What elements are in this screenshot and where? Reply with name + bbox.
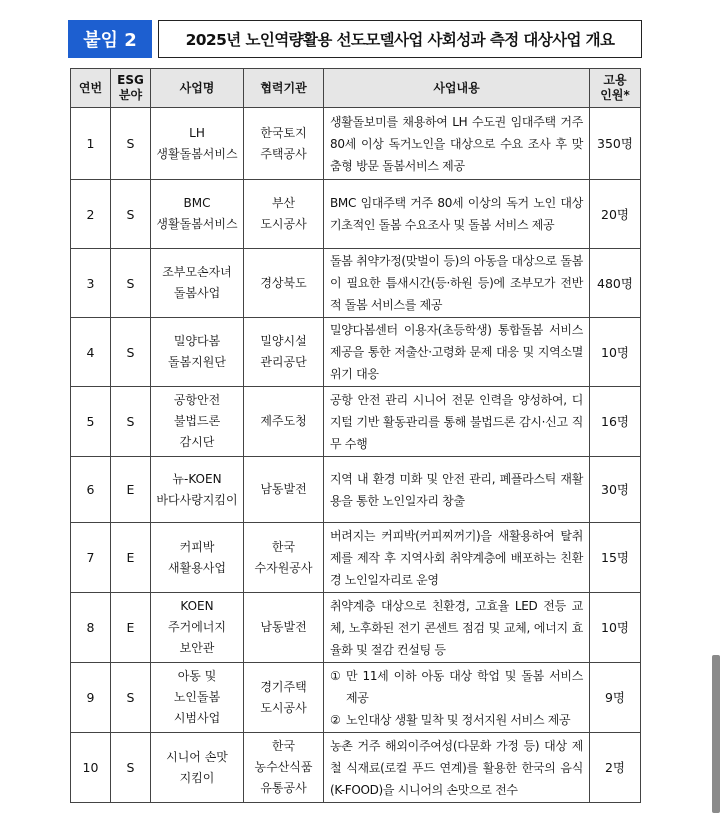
table-row bbox=[71, 108, 641, 180]
cell-no: 9 bbox=[71, 663, 111, 733]
table-row bbox=[71, 318, 641, 387]
cell-name: 밀양다봄 돌봄지원단 bbox=[151, 318, 244, 387]
cell-partner: 부산 도시공사 bbox=[244, 180, 324, 249]
cell-esg: S bbox=[111, 663, 151, 733]
item-text: 만 11세 이하 아동 대상 학업 및 돌봄 서비스 제공 bbox=[346, 668, 583, 705]
table-header-row bbox=[71, 69, 641, 108]
cell-esg: S bbox=[111, 387, 151, 457]
cell-name: BMC 생활돌봄서비스 bbox=[151, 180, 244, 249]
cell-content: 농촌 거주 해외이주여성(다문화 가정 등) 대상 제철 식재료(로컬 푸드 연계)를 활용한 한국의 음식(K-FOOD)을 시니어의 손맛으로 전수 bbox=[324, 733, 590, 803]
header-content: 사업내용 bbox=[324, 69, 590, 108]
cell-partner: 남동발전 bbox=[244, 593, 324, 663]
header-partner: 협력기관 bbox=[244, 69, 324, 108]
cell-content: 생활돌보미를 채용하여 LH 수도권 임대주택 거주 80세 이상 독거노인을 대상으로 수요 조사 후 맞춤형 방문 돌봄서비스 제공 bbox=[324, 108, 590, 180]
cell-esg: S bbox=[111, 249, 151, 318]
document-title: 2025년 노인역량활용 선도모델사업 사회성과 측정 대상사업 개요 bbox=[158, 20, 642, 58]
cell-employ: 20명 bbox=[590, 180, 641, 249]
title-row bbox=[68, 20, 642, 58]
appendix-badge: 붙임 2 bbox=[68, 20, 152, 58]
cell-employ: 480명 bbox=[590, 249, 641, 318]
table-row bbox=[71, 733, 641, 803]
cell-content: 지역 내 환경 미화 및 안전 관리, 폐플라스틱 재활용을 통한 노인일자리 창출 bbox=[324, 457, 590, 523]
cell-name: 공항안전 불법드론 감시단 bbox=[151, 387, 244, 457]
item-marker: ① bbox=[330, 668, 341, 683]
cell-content: 버려지는 커피박(커피찌꺼기)을 새활용하여 탈취제를 제작 후 지역사회 취약계층에 배포하는 친환경 노인일자리로 운영 bbox=[324, 523, 590, 593]
cell-esg: S bbox=[111, 318, 151, 387]
cell-content: 밀양다봄센터 이용자(초등학생) 통합돌봄 서비스 제공을 통한 저출산·고령화 문제 대응 및 지역소멸 위기 대응 bbox=[324, 318, 590, 387]
cell-employ: 15명 bbox=[590, 523, 641, 593]
cell-no: 6 bbox=[71, 457, 111, 523]
table-row bbox=[71, 457, 641, 523]
header-employ: 고용 인원* bbox=[590, 69, 641, 108]
cell-partner: 경상북도 bbox=[244, 249, 324, 318]
cell-content: BMC 임대주택 거주 80세 이상의 독거 노인 대상 기초적인 돌봄 수요조사 및 돌봄 서비스 제공 bbox=[324, 180, 590, 249]
content-list-item bbox=[330, 709, 583, 731]
cell-content: 취약계층 대상으로 친환경, 고효율 LED 전등 교체, 노후화된 전기 콘센트 점검 및 교체, 에너지 효율화 및 절감 컨설팅 등 bbox=[324, 593, 590, 663]
cell-name: 커피박 새활용사업 bbox=[151, 523, 244, 593]
cell-name: 아동 및 노인돌봄 시범사업 bbox=[151, 663, 244, 733]
cell-partner: 한국 농수산식품 유통공사 bbox=[244, 733, 324, 803]
table-row bbox=[71, 387, 641, 457]
cell-name: 뉴-KOEN 바다사랑지킴이 bbox=[151, 457, 244, 523]
item-text: 노인대상 생활 밀착 및 정서지원 서비스 제공 bbox=[346, 712, 571, 727]
cell-partner: 밀양시설 관리공단 bbox=[244, 318, 324, 387]
header-name: 사업명 bbox=[151, 69, 244, 108]
cell-employ: 350명 bbox=[590, 108, 641, 180]
content-list-item bbox=[330, 665, 583, 709]
cell-name: 조부모손자녀 돌봄사업 bbox=[151, 249, 244, 318]
cell-employ: 10명 bbox=[590, 318, 641, 387]
cell-esg: E bbox=[111, 523, 151, 593]
cell-employ: 16명 bbox=[590, 387, 641, 457]
table-row bbox=[71, 249, 641, 318]
cell-no: 10 bbox=[71, 733, 111, 803]
cell-esg: E bbox=[111, 593, 151, 663]
cell-partner: 남동발전 bbox=[244, 457, 324, 523]
cell-employ: 30명 bbox=[590, 457, 641, 523]
cell-partner: 제주도청 bbox=[244, 387, 324, 457]
cell-employ: 9명 bbox=[590, 663, 641, 733]
table-row bbox=[71, 523, 641, 593]
cell-employ: 10명 bbox=[590, 593, 641, 663]
cell-esg: S bbox=[111, 180, 151, 249]
cell-content: 돌봄 취약가정(맞벌이 등)의 아동을 대상으로 돌봄이 필요한 틈새시간(등·하원 등)에 조부모가 전반적 돌봄 서비스를 제공 bbox=[324, 249, 590, 318]
item-marker: ② bbox=[330, 712, 341, 727]
content-list bbox=[330, 665, 583, 731]
cell-partner: 한국토지 주택공사 bbox=[244, 108, 324, 180]
cell-no: 8 bbox=[71, 593, 111, 663]
header-esg: ESG 분야 bbox=[111, 69, 151, 108]
cell-esg: S bbox=[111, 108, 151, 180]
cell-content: 공항 안전 관리 시니어 전문 인력을 양성하여, 디지털 기반 활동관리를 통해 불법드론 감시·신고 직무 수행 bbox=[324, 387, 590, 457]
header-no: 연번 bbox=[71, 69, 111, 108]
table-row bbox=[71, 663, 641, 733]
cell-name: 시니어 손맛 지킴이 bbox=[151, 733, 244, 803]
cell-employ: 2명 bbox=[590, 733, 641, 803]
cell-no: 2 bbox=[71, 180, 111, 249]
table-row bbox=[71, 180, 641, 249]
cell-no: 1 bbox=[71, 108, 111, 180]
cell-esg: S bbox=[111, 733, 151, 803]
cell-content bbox=[324, 663, 590, 733]
cell-name: KOEN 주거에너지 보안관 bbox=[151, 593, 244, 663]
cell-partner: 경기주택 도시공사 bbox=[244, 663, 324, 733]
cell-no: 4 bbox=[71, 318, 111, 387]
table-row bbox=[71, 593, 641, 663]
scrollbar-thumb[interactable] bbox=[712, 655, 720, 813]
cell-esg: E bbox=[111, 457, 151, 523]
project-table bbox=[70, 68, 641, 803]
cell-no: 7 bbox=[71, 523, 111, 593]
cell-name: LH 생활돌봄서비스 bbox=[151, 108, 244, 180]
cell-partner: 한국 수자원공사 bbox=[244, 523, 324, 593]
cell-no: 5 bbox=[71, 387, 111, 457]
cell-no: 3 bbox=[71, 249, 111, 318]
